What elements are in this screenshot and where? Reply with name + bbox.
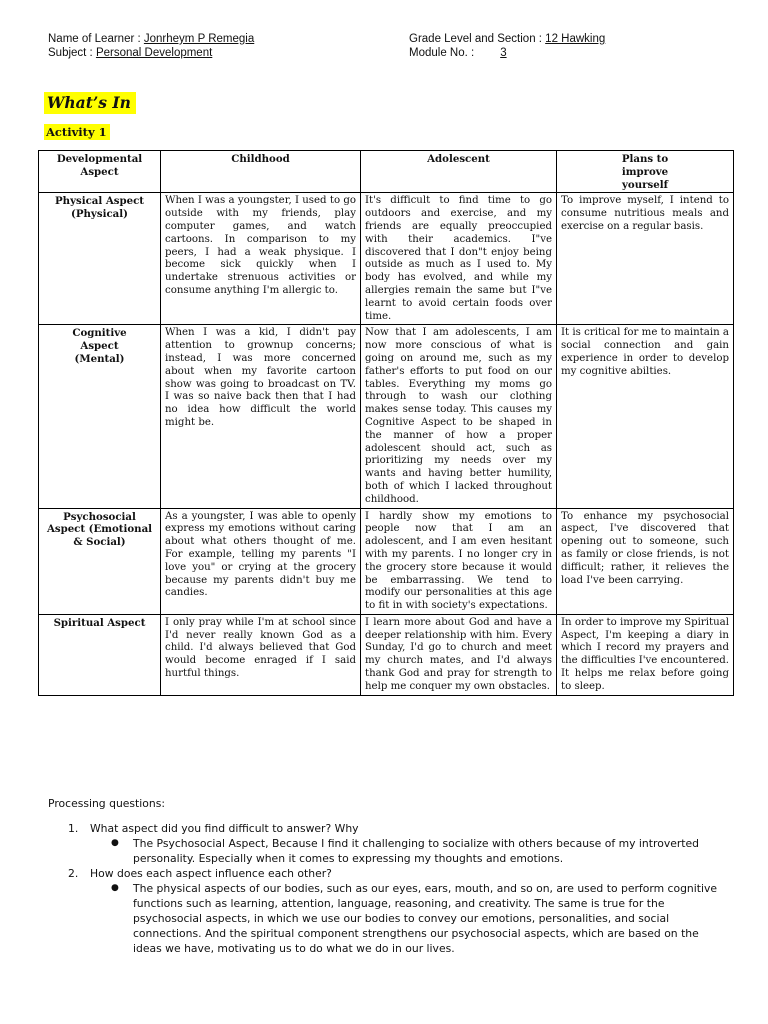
activity-label: Activity 1 xyxy=(44,124,110,140)
subject-value: Personal Development xyxy=(95,47,213,59)
table-row xyxy=(39,614,734,695)
answer-item xyxy=(111,881,728,956)
aspect-physical: Physical Aspect (Physical) xyxy=(39,193,161,325)
grade-section-value: 12 Hawking xyxy=(545,33,606,45)
question-item: 1. What aspect did you find difficult to answer? Why xyxy=(68,822,359,835)
cell-childhood: As a youngster, I was able to openly express my emotions without caring about what others thought of me. For example, telling my parents "I love you" or crying at the grocery because my parents didn't buy me candies. xyxy=(161,508,361,614)
learner-name-value: Jonrheym P Remegia xyxy=(143,33,255,45)
table-row xyxy=(39,508,734,614)
learner-name: Name of Learner : Jonrheym P Remegia xyxy=(48,33,255,45)
subject: Subject : Personal Development xyxy=(48,47,213,59)
cell-adolescent: I learn more about God and have a deeper relationship with him. Every Sunday, I'd go to church and meet my church mates, and I'd always thank God and pray for strength to help me conquer my own obstacles. xyxy=(361,614,557,695)
developmental-aspects-table xyxy=(38,150,734,696)
cell-adolescent: I hardly show my emotions to people now that I am an adolescent, and I am even hesitant with my parents. I no longer cry in the grocery store because it would be embarrassing. We tend to modify our personalities at this age to fit in with society's expectations. xyxy=(361,508,557,614)
table-row xyxy=(39,325,734,508)
answer-text: The Psychosocial Aspect, Because I find it challenging to socialize with others because of my introverted personality. Especially when it comes to expressing my thoughts and emotions. xyxy=(133,837,700,865)
bullet-icon: ● xyxy=(111,883,119,893)
section-title: What’s In xyxy=(44,92,136,114)
question-text: What aspect did you find difficult to answer? Why xyxy=(90,822,359,835)
cell-plans: To improve myself, I intend to consume nutritious meals and exercise on a regular basis. xyxy=(557,193,734,325)
module-number: Module No. : 3 xyxy=(409,46,738,60)
header-plans: Plans to improve yourself xyxy=(557,151,734,193)
table-row xyxy=(39,193,734,325)
cell-childhood: I only pray while I'm at school since I'd never really known God as a child. I'd always believed that God would become enraged if I said hurtful things. xyxy=(161,614,361,695)
bullet-icon: ● xyxy=(111,838,119,848)
cell-plans: In order to improve my Spiritual Aspect, I'm keeping a diary in which I record my prayers and the difficulties I've encountered. It helps me relax before going to sleep. xyxy=(557,614,734,695)
header-adolescent: Adolescent xyxy=(361,151,557,193)
cell-childhood: When I was a kid, I didn't pay attention to grownup concerns; instead, I was more concerned about when my favorite cartoon show was going to broadcast on TV. I was so naive back then that I had no idea how difficult the world might be. xyxy=(161,325,361,508)
cell-plans: To enhance my psychosocial aspect, I've discovered that opening out to someone, such as family or close friends, is not difficult; rather, it relieves the load I've been carrying. xyxy=(557,508,734,614)
processing-title: Processing questions: xyxy=(48,797,165,810)
header-aspect: Developmental Aspect xyxy=(39,151,161,193)
aspect-cognitive: Cognitive Aspect (Mental) xyxy=(39,325,161,508)
question-text: How does each aspect influence each other? xyxy=(90,867,332,880)
answer-item xyxy=(111,836,728,866)
header-childhood: Childhood xyxy=(161,151,361,193)
question-item: 2. How does each aspect influence each other? xyxy=(68,867,332,880)
table-header-row xyxy=(39,151,734,193)
module-number-value: 3 xyxy=(500,47,507,59)
aspect-psychosocial: Psychosocial Aspect (Emotional & Social) xyxy=(39,508,161,614)
cell-plans: It is critical for me to maintain a social connection and gain experience in order to develop my cognitive abilties. xyxy=(557,325,734,508)
cell-adolescent: Now that I am adolescents, I am now more conscious of what is going on around me, such as my father's efforts to put food on our tables. Everything my moms go through to wash our clothing makes sense today. This causes my Cognitive Aspect to be shaped in the manner of how a proper adolescent should act, such as prioritizing my needs over my wants and having better humility, both of which I lacked throughout childhood. xyxy=(361,325,557,508)
cell-childhood: When I was a youngster, I used to go outside with my friends, play computer games, and watch cartoons. In comparison to my peers, I had a weak physique. I become sick quickly when I undertake strenuous activities or consume anything I'm allergic to. xyxy=(161,193,361,325)
learner-header xyxy=(48,32,738,60)
processing-questions xyxy=(48,796,728,956)
answer-text: The physical aspects of our bodies, such as our eyes, ears, mouth, and so on, are used to perform cognitive functions such as learning, attention, language, reasoning, and creativity. The same is true for the psychosocial aspects, in which we use our bodies to convey our emotions, personalities, and social connections. And the spiritual component strengthens our psychosocial aspects, which are based on the ideas we have, motivating us to do what we do in our lives. xyxy=(133,882,718,955)
grade-section: Grade Level and Section : 12 Hawking xyxy=(409,33,606,45)
cell-adolescent: It's difficult to find time to go outdoors and exercise, and my friends are equally preoccupied with their academics. I"ve discovered that I don"t enjoy being outside as much as I used to. My body has evolved, and while my allergies remain the same but I"ve learnt to avoid certain foods over time. xyxy=(361,193,557,325)
aspect-spiritual: Spiritual Aspect xyxy=(39,614,161,695)
